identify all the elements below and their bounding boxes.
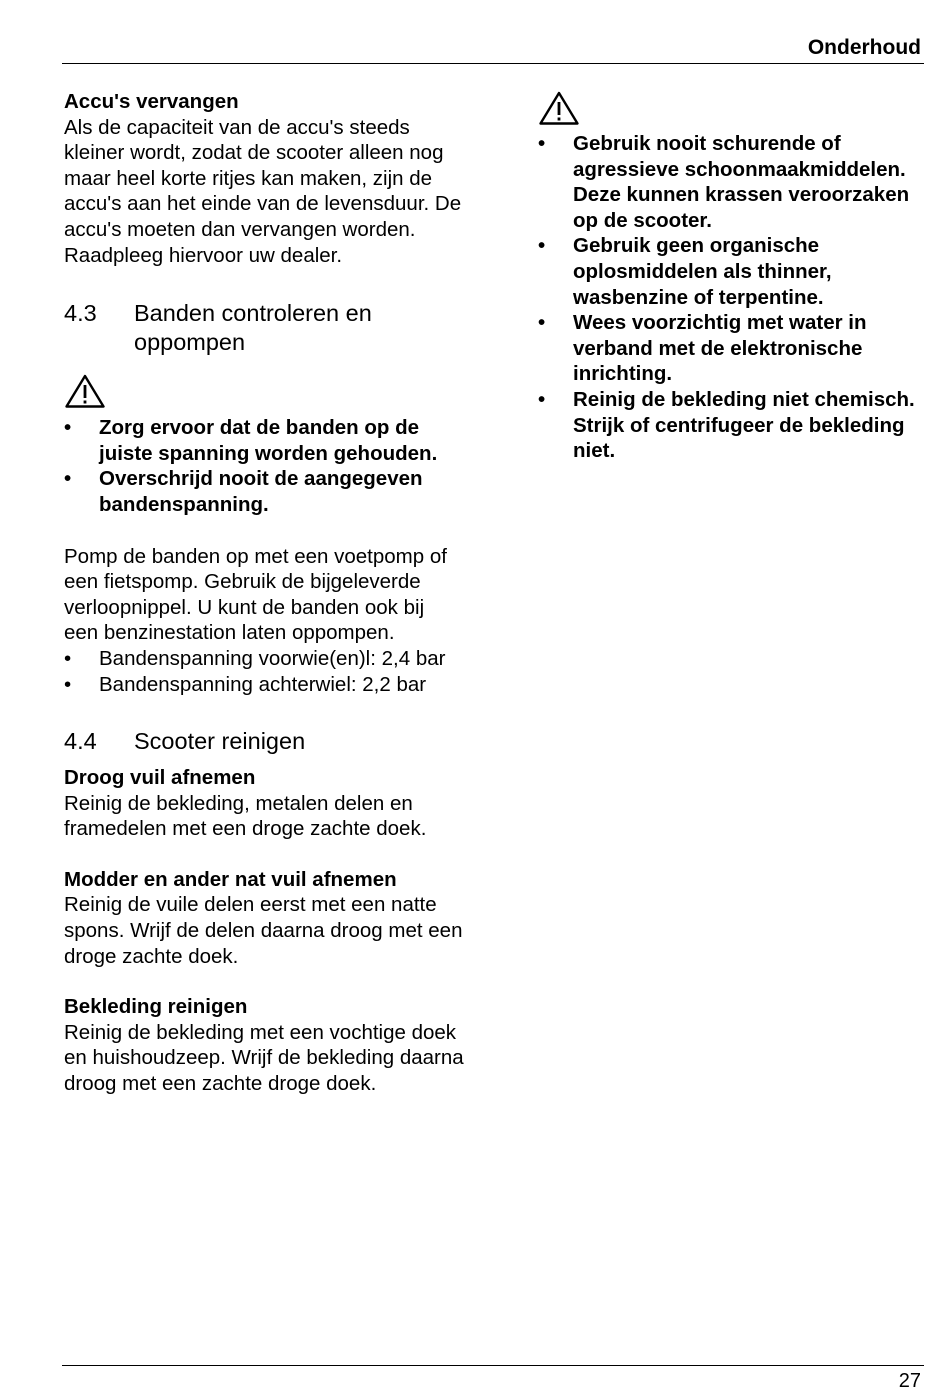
mud-heading: Modder en ander nat vuil afnemen (64, 867, 397, 891)
warning-triangle-icon (64, 373, 106, 409)
bullet-icon: • (538, 234, 546, 258)
page-header-title: Onderhoud (807, 36, 921, 59)
upholstery-paragraph: Reinig de bekleding met een vochtige doek en huishoudzeep. Wrijf de bekleding daarna droog met een zachte droge doek. (64, 1020, 464, 1096)
list-item: • Wees voorzichtig met water in verband met de elektronische inrichting. (538, 311, 867, 386)
header-rule (62, 63, 924, 64)
bullet-icon: • (538, 387, 546, 411)
right-column (538, 90, 928, 464)
list-item: • Gebruik geen organische oplosmiddelen als thinner, wasbenzine of terpentine. (538, 234, 832, 309)
list-item: • Bandenspanning voorwie(en)l: 2,4 bar (64, 646, 446, 670)
footer-rule (62, 1365, 924, 1366)
bullet-icon: • (538, 311, 546, 335)
list-item: • Gebruik nooit schurende of agressieve schoonmaakmiddelen. Deze kunnen krassen veroorzaken op de scooter. (538, 132, 910, 232)
bullet-icon: • (64, 672, 72, 696)
accu-paragraph: Als de capaciteit van de accu's steeds kleiner wordt, zodat de scooter alleen nog maar heel korte ritjes kan maken, zijn de accu's aan het einde van de levensduur. De accu's moeten dan vervangen worden. Raadpleeg hiervoor uw dealer. (64, 115, 462, 267)
warning-triangle-icon (538, 90, 580, 126)
bullet-icon: • (64, 416, 72, 440)
cleaning-warning-list (538, 131, 928, 464)
list-item: • Reinig de bekleding niet chemisch. Strijk of centrifugeer de bekleding niet. (538, 387, 915, 463)
bullet-icon: • (538, 132, 546, 155)
left-column (64, 89, 464, 1097)
section-title: Banden controleren en oppompen (134, 300, 372, 356)
page-number: 27 (898, 1370, 921, 1392)
upholstery-heading: Bekleding reinigen (64, 995, 248, 1019)
bullet-icon: • (64, 646, 72, 670)
pressure-list (64, 646, 464, 697)
list-item: • Zorg ervoor dat de banden op de juiste spanning worden gehouden. (64, 416, 438, 465)
mud-paragraph: Reinig de vuile delen eerst met een natte spons. Wrijf de delen daarna droog met een droge zachte doek. (64, 893, 463, 968)
dry-dirt-paragraph: Reinig de bekleding, metalen delen en framedelen met een droge zachte doek. (64, 791, 427, 841)
dry-dirt-heading: Droog vuil afnemen (64, 766, 256, 790)
section-4-4-heading (64, 727, 464, 756)
section-number: 4.3 (64, 300, 97, 327)
bullet-icon: • (64, 467, 72, 491)
accu-heading: Accu's vervangen (64, 90, 239, 113)
pump-paragraph: Pomp de banden op met een voetpomp of een fietspomp. Gebruik de bijgeleverde verloopnippel. U kunt de banden ook bij een benzinestation laten oppompen. (64, 544, 447, 645)
section-4-3-heading (64, 299, 464, 357)
section-number: 4.4 (64, 728, 97, 755)
tyre-warning-list (64, 415, 464, 517)
list-item: • Overschrijd nooit de aangegeven bandenspanning. (64, 467, 423, 516)
list-item: • Bandenspanning achterwiel: 2,2 bar (64, 672, 427, 696)
section-title: Scooter reinigen (134, 728, 306, 755)
